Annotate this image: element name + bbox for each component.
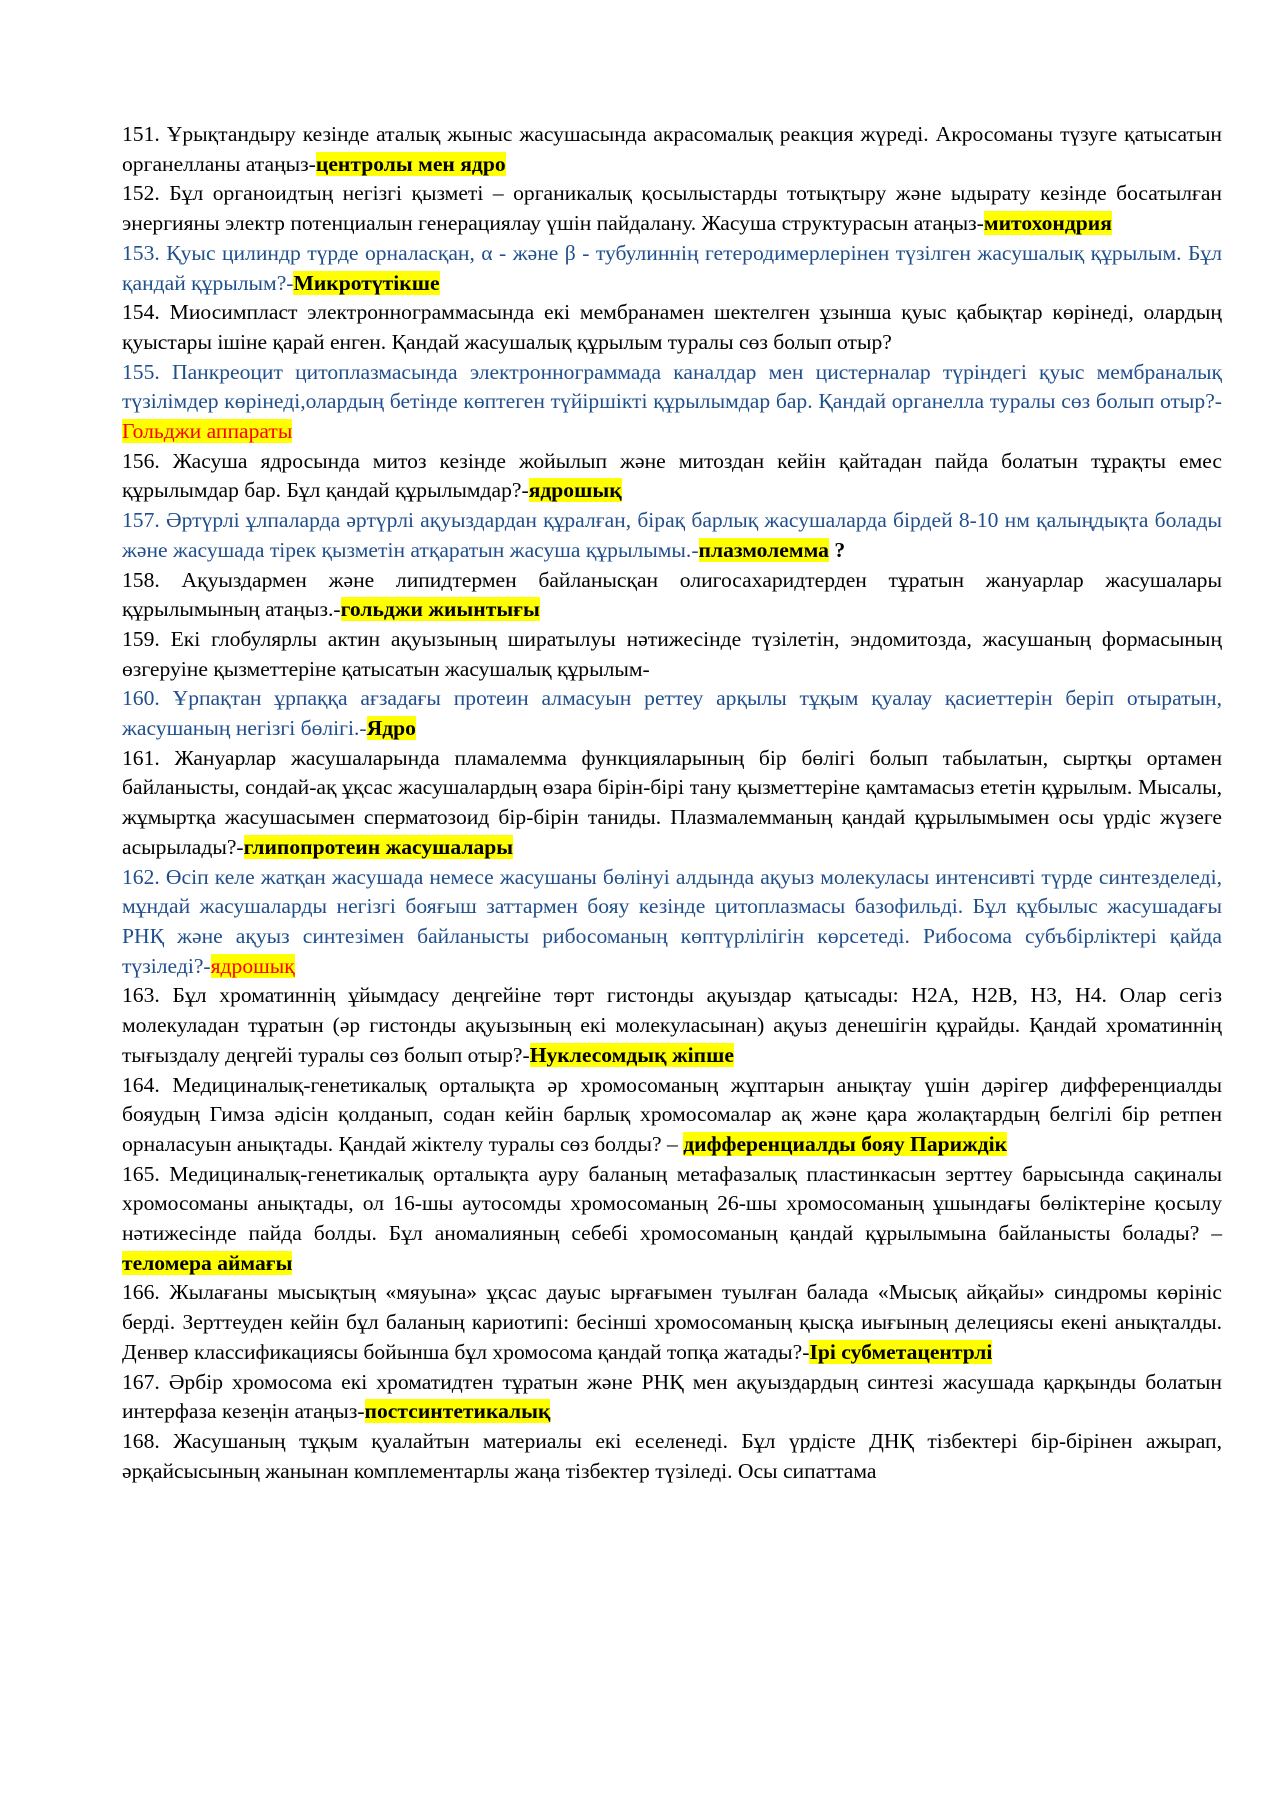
question-166: 166. Жылағаны мысықтың «мяуына» ұқсас дауыс ырғағымен туылған балада «Мысық айқайы» синдромы көрініс берді. Зерттеуден кейін бұл баланың кариотипі: бесінші хромосоманың қысқа иығының делециясы екені анықталды. Денвер классификациясы бойынша бұл хромосома қандай топқа жатады?-Ірі субметацентрлі — [122, 1280, 1222, 1364]
question-161: 161. Жануарлар жасушаларында пламалемма функцияларының бір бөлігі болып табылатын, сыртқы ортамен байланысты, сондай-ақ ұқсас жасушалардың өзара бірін-бірі тану қызметтеріне қамтамасыз ететін құрылым. Мысалы, жұмыртқа жасушасымен сперматозоид бір-бірін таниды. Плазмалемманың қандай құрылымымен осы үрдіс жүзеге асырылады?-глипопротеин жасушалары — [122, 745, 1222, 859]
question-154: 154. Миосимпласт электроннограммасында екі мембранамен шектелген ұзынша қуыс қабықтар көрінеді, олардың қуыстары ішіне қарай енген. Қандай жасушалық құрылым туралы сөз болып отыр? — [122, 300, 1222, 354]
answer-highlight: теломера аймағы — [122, 1250, 293, 1275]
question-167: 167. Әрбір хромосома екі хроматидтен тұратын және РНҚ мен ақуыздардың синтезі жасушада қарқынды болатын интерфаза кезеңін атаңыз-постсинтетикалық — [122, 1369, 1222, 1424]
question-155: 155. Панкреоцит цитоплазмасында электроннограммада каналдар мен цистерналар түріндегі қуыс мембраналық түзілімдер көрінеді,олардың бетінде көптеген түйіршікті құрылымдар бар. Қандай органелла туралы сөз болып отыр?-Гольджи аппараты — [122, 359, 1222, 444]
answer-highlight: глипопротеин жасушалары — [243, 834, 514, 859]
answer-highlight: плазмолемма — [698, 537, 829, 562]
question-163: 163. Бұл хроматиннің ұйымдасу деңгейіне төрт гистонды ақуыздар қатысады: Н2А, Н2В, Н3, Н4. Олар сегіз молекуладан тұратын (әр гистонды ақуызының екі молекуласынан) ақуыз денешігін құрайды. Қандай хроматиннің тығыздалу деңгейі туралы сөз болып отыр?-Нуклесомдық жіпше — [122, 983, 1222, 1067]
answer-highlight: митохондрия — [983, 211, 1112, 236]
answer-highlight: Ірі субметацентрлі — [809, 1339, 993, 1364]
answer-highlight: гольджи жиынтығы — [340, 597, 540, 622]
question-159: 159. Екі глобулярлы актин ақуызының ширатылуы нәтижесінде түзілетін, эндомитозда, жасушаның формасының өзгеруіне қызметтеріне қатысатын жасушалық құрылым- — [122, 626, 1222, 681]
question-158: 158. Ақуыздармен және липидтермен байланысқан олигосахаридтерден тұратын жануарлар жасушалары құрылымының атаңыз.-гольджи жиынтығы — [122, 567, 1222, 622]
question-160: 160. Ұрпақтан ұрпаққа ағзадағы протеин алмасуын реттеу арқылы тұқым қуалау қасиеттерін беріп отыратын, жасушаның негізгі бөлігі.-Ядро — [122, 686, 1222, 741]
answer-suffix: ? — [828, 537, 846, 562]
question-156: 156. Жасуша ядросында митоз кезінде жойылып және митоздан кейін қайтадан пайда болатын тұрақты емес құрылымдар бар. Бұл қандай құрылымдар?-ядрошық — [122, 448, 1222, 503]
answer-highlight: ядрошық — [528, 478, 622, 503]
answer-highlight: постсинтетикалық — [364, 1399, 551, 1424]
document-page — [122, 120, 1222, 1486]
answer-highlight: Гольджи аппараты — [122, 419, 293, 444]
answer-highlight: Микротүтікше — [293, 270, 440, 295]
answer-highlight: ядрошық — [210, 953, 295, 978]
question-168: 168. Жасушаның тұқым қуалайтын материалы екі еселенеді. Бұл үрдісте ДНҚ тізбектері бір-бірінен ажырап, әрқайсысының жанынан комплементарлы жаңа тізбектер түзіледі. Осы сипаттама — [122, 1428, 1222, 1483]
question-164: 164. Медициналық-генетикалық орталықта әр хромосоманың жұптарын анықтау үшін дәрігер дифференциалды бояудың Гимза әдісін қолданып, содан кейін барлық хромосомалар ақ және қара жолақтардың белгілі бір ретпен орналасуын анықтады. Қандай жіктелу туралы сөз болды? – дифференциалды бояу Париждік — [122, 1072, 1222, 1156]
answer-highlight: Нуклесомдық жіпше — [529, 1042, 734, 1067]
answer-highlight: Ядро — [366, 716, 416, 741]
answer-highlight: дифференциалды бояу Париждік — [683, 1131, 1008, 1156]
question-152: 152. Бұл органоидтың негізгі қызметі – органикалық қосылыстарды тотықтыру және ыдырату кезінде босатылған энергияны электр потенциалын генерациялау үшін пайдалану. Жасуша структурасын атаңыз-митохондрия — [122, 181, 1222, 236]
question-151: 151. Ұрықтандыру кезінде аталық жыныс жасушасында акрасомалық реакция жүреді. Акросоманы түзуге қатысатын органелланы атаңыз-центролы мен ядро — [122, 122, 1222, 176]
answer-highlight: центролы мен ядро — [315, 151, 506, 176]
question-153: 153. Қуыс цилиндр түрде орналасқан, α - және β - тубулиннің гетеродимерлерінен түзілген жасушалық құрылым. Бұл қандай құрылым?-Микротүтікше — [122, 240, 1222, 295]
question-165: 165. Медициналық-генетикалық орталықта ауру баланың метафазалық пластинкасын зерттеу барысында сақиналы хромосоманы анықтады, ол 16-шы аутосомды хромосоманың 26-шы хромосоманың ұшындағы бөліктеріне қосылу нәтижесінде пайда болды. Бұл аномалияның себебі хромосоманың қандай құрылымына байланысты болады? – теломера аймағы — [122, 1161, 1222, 1275]
question-157: 157. Әртүрлі ұлпаларда әртүрлі ақуыздардан құралған, бірақ барлық жасушаларда бірдей 8-10 нм қалыңдықта болады және жасушада тірек қызметін атқаратын жасуша құрылымы.-плазмолемма ? — [122, 508, 1222, 562]
question-162: 162. Өсіп келе жатқан жасушада немесе жасушаны бөлінуі алдында ақуыз молекуласы интенсивті түрде синтезделеді, мұндай жасушаларды негізгі бояғыш заттармен бояу кезінде цитоплазмасы базофильді. Бұл құбылыс жасушадағы РНҚ және ақуыз синтезімен байланысты рибосоманың көптүрлілігін көрсетеді. Рибосома субъбірліктері қайда түзіледі?-ядрошық — [122, 864, 1222, 978]
